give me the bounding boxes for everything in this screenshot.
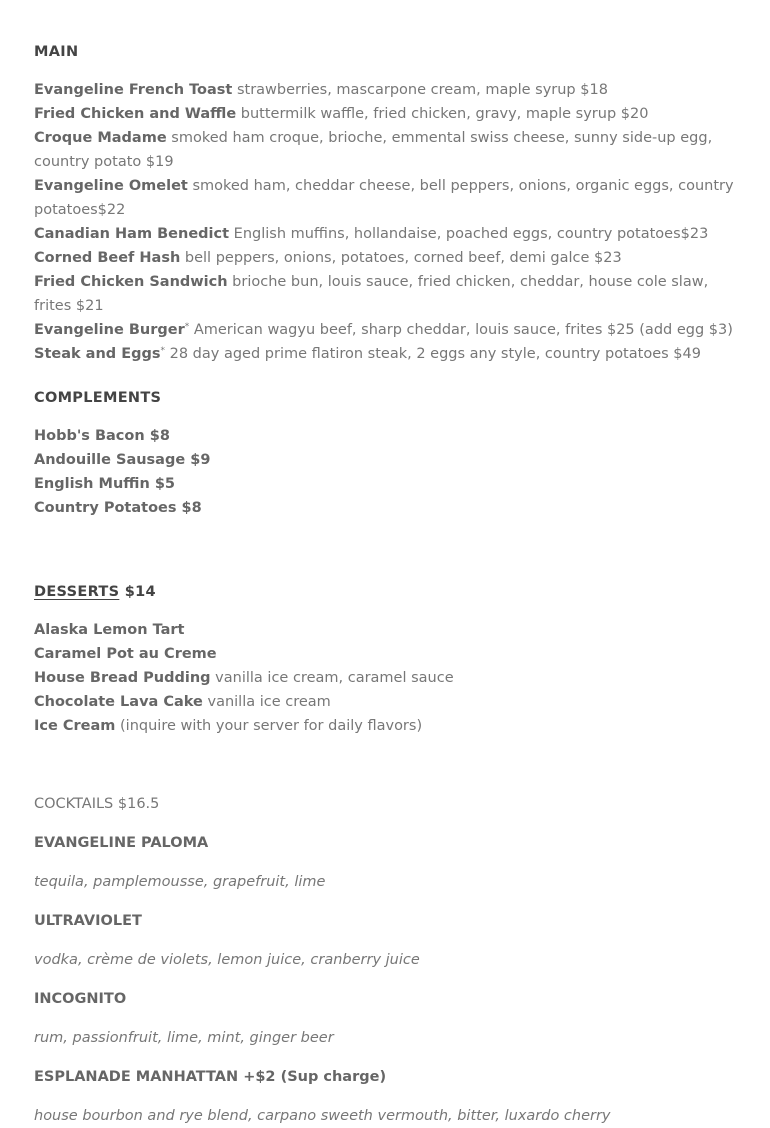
dessert-item	[34, 618, 740, 642]
item-name: Chocolate Lava Cake	[34, 694, 203, 710]
cocktail-desc: house bourbon and rye blend, carpano sweeth vermouth, bitter, luxardo cherry	[34, 1108, 611, 1124]
desserts-items	[34, 618, 740, 738]
menu-item	[34, 222, 740, 246]
complements-heading: COMPLEMENTS	[34, 390, 162, 406]
item-name: House Bread Pudding	[34, 670, 211, 686]
item-name: Evangeline Burger	[34, 322, 185, 338]
item-name: Fried Chicken and Waffle	[34, 106, 237, 122]
complement-item: Andouille Sausage $9	[34, 452, 211, 468]
item-desc: vanilla ice cream	[202, 694, 331, 710]
item-name: Evangeline Omelet	[34, 178, 188, 194]
item-name: Fried Chicken Sandwich	[34, 274, 228, 290]
item-desc: 28 day aged prime flatiron steak, 2 eggs any style, country potatoes $49	[165, 346, 701, 362]
menu-item	[34, 270, 740, 318]
cocktail-name: ESPLANADE MANHATTAN +$2 (Sup charge)	[34, 1069, 387, 1085]
desserts-price: $14	[119, 584, 156, 600]
item-desc: smoked ham croque, brioche, emmental swiss cheese, sunny side-up egg, country potato $19	[34, 130, 713, 170]
item-name: Croque Madame	[34, 130, 167, 146]
menu-item	[34, 246, 740, 270]
asterisk-mark: *	[184, 322, 190, 332]
item-desc: buttermilk waffle, fried chicken, gravy, maple syrup $20	[236, 106, 649, 122]
item-desc: bell peppers, onions, potatoes, corned beef, demi galce $23	[180, 250, 622, 266]
cocktail-name: EVANGELINE PALOMA	[34, 835, 209, 851]
item-desc: American wagyu beef, sharp cheddar, louis sauce, frites $25 (add egg $3)	[189, 322, 733, 338]
item-desc: English muffins, hollandaise, poached eggs, country potatoes$23	[229, 226, 709, 242]
item-name: Caramel Pot au Creme	[34, 646, 217, 662]
item-name: Alaska Lemon Tart	[34, 622, 185, 638]
dessert-item	[34, 690, 740, 714]
main-items	[34, 78, 740, 366]
item-name: Ice Cream	[34, 718, 116, 734]
complement-item: Hobb's Bacon $8	[34, 428, 170, 444]
item-desc: vanilla ice cream, caramel sauce	[210, 670, 454, 686]
menu-item	[34, 78, 740, 102]
cocktail-desc: rum, passionfruit, lime, mint, ginger beer	[34, 1030, 334, 1046]
desserts-heading	[34, 580, 740, 604]
cocktails-list	[34, 831, 740, 1128]
item-name: Evangeline French Toast	[34, 82, 233, 98]
cocktail-desc: vodka, crème de violets, lemon juice, cranberry juice	[34, 952, 420, 968]
menu-item	[34, 102, 740, 126]
complements-items	[34, 424, 740, 520]
menu-item	[34, 126, 740, 174]
menu-page	[34, 40, 740, 1128]
dessert-item	[34, 666, 740, 690]
item-desc: strawberries, mascarpone cream, maple syrup $18	[232, 82, 608, 98]
main-heading: MAIN	[34, 44, 79, 60]
menu-item	[34, 342, 740, 366]
menu-item	[34, 318, 740, 342]
menu-item	[34, 174, 740, 222]
dessert-item	[34, 642, 740, 666]
cocktails-heading: COCKTAILS $16.5	[34, 796, 160, 812]
desserts-title: DESSERTS	[34, 584, 120, 600]
complement-item: Country Potatoes $8	[34, 500, 202, 516]
complement-item: English Muffin $5	[34, 476, 176, 492]
item-name: Canadian Ham Benedict	[34, 226, 230, 242]
asterisk-mark: *	[160, 346, 166, 356]
item-desc: (inquire with your server for daily flavors)	[115, 718, 423, 734]
item-name: Steak and Eggs	[34, 346, 161, 362]
dessert-item	[34, 714, 740, 738]
item-desc: brioche bun, louis sauce, fried chicken, cheddar, house cole slaw, frites $21	[34, 274, 709, 314]
item-desc: smoked ham, cheddar cheese, bell peppers, onions, organic eggs, country potatoes$22	[34, 178, 734, 218]
item-name: Corned Beef Hash	[34, 250, 181, 266]
cocktail-desc: tequila, pamplemousse, grapefruit, lime	[34, 874, 326, 890]
cocktail-name: ULTRAVIOLET	[34, 913, 142, 929]
cocktail-name: INCOGNITO	[34, 991, 127, 1007]
